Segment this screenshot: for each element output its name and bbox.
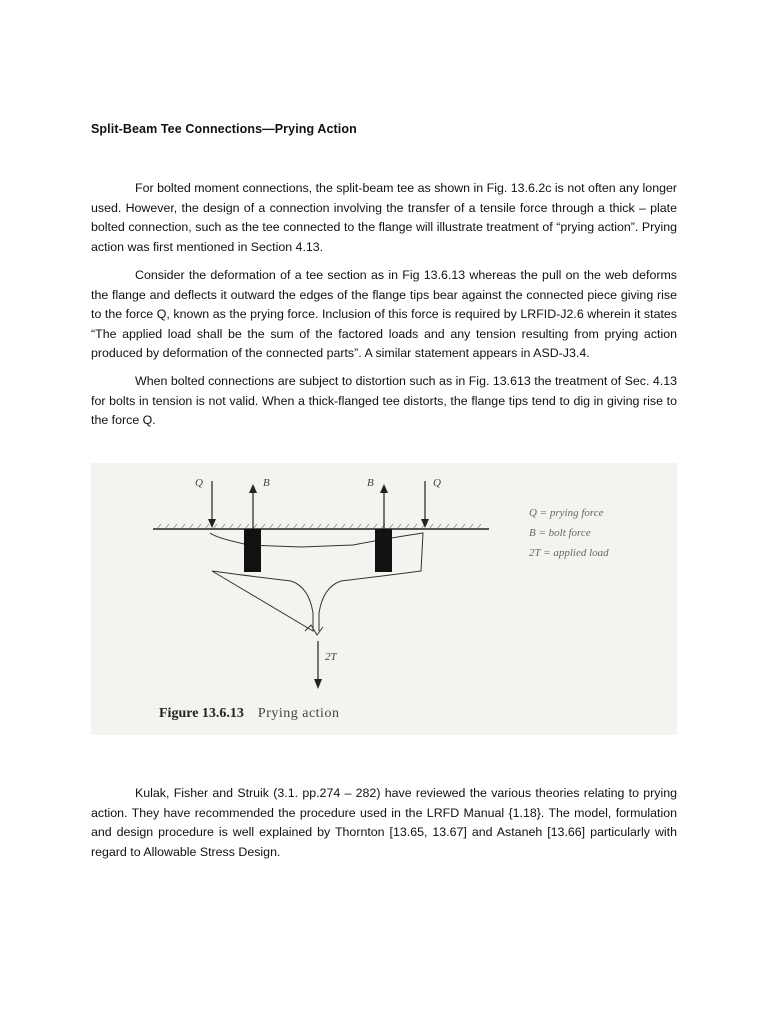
- legend-item: 2T = applied load: [529, 547, 609, 559]
- paragraph-references: Kulak, Fisher and Struik (3.1. pp.274 – 282) have reviewed the various theories relating to prying action. They have recommended the procedure used in the LRFD Manual {1.18}. The model, formulation and design procedure is well explained by Thornton [13.65, 13.67] and Astaneh [13.66] particularly with regard to Allowable Stress Design.: [91, 786, 677, 859]
- figure-title: Prying action: [257, 706, 340, 721]
- paragraph-deformation: Consider the deformation of a tee section as in Fig 13.6.13 whereas the pull on the web deforms the flange and deflects it outward the edges of the flange tips bear against the connected piece giving rise to the force Q, known as the prying force. Inclusion of this force is required by LRFID-J2.6 wherein it states “The applied load shall be the sum of the factored loads and any tension resulting from prying action produced by deformation of the connected parts”. A similar statement appears in ASD-J3.4.: [91, 268, 677, 361]
- figure-caption: [159, 706, 339, 722]
- figure-number: Figure 13.6.13: [159, 706, 244, 721]
- q-right-label: Q: [433, 477, 441, 489]
- bolt-right: [375, 529, 392, 572]
- paragraph-distortion: When bolted connections are subject to distortion such as in Fig. 13.613 the treatment of Sec. 4.13 for bolts in tension is not valid. When a thick-flanged tee distorts, the flange tips tend to dig in giving rise to the force Q.: [91, 374, 677, 428]
- q-left-label: Q: [195, 477, 203, 489]
- figure-legend: [529, 503, 609, 563]
- b-right-label: B: [367, 477, 374, 489]
- legend-item: Q = prying force: [529, 507, 604, 519]
- b-left-label: B: [263, 477, 270, 489]
- legend-item: B = bolt force: [529, 527, 591, 539]
- prying-action-figure: [91, 463, 677, 735]
- section-heading: Split-Beam Tee Connections—Prying Action: [91, 122, 357, 136]
- paragraph-intro: For bolted moment connections, the split-beam tee as shown in Fig. 13.6.2c is not often any longer used. However, the design of a connection involving the transfer of a tensile force through a thick – plate bolted connection, such as the tee connected to the flange will illustrate treatment of “prying action”. Prying action was first mentioned in Section 4.13.: [91, 181, 677, 254]
- bolt-left: [244, 529, 261, 572]
- two-t-label: 2T: [325, 651, 337, 663]
